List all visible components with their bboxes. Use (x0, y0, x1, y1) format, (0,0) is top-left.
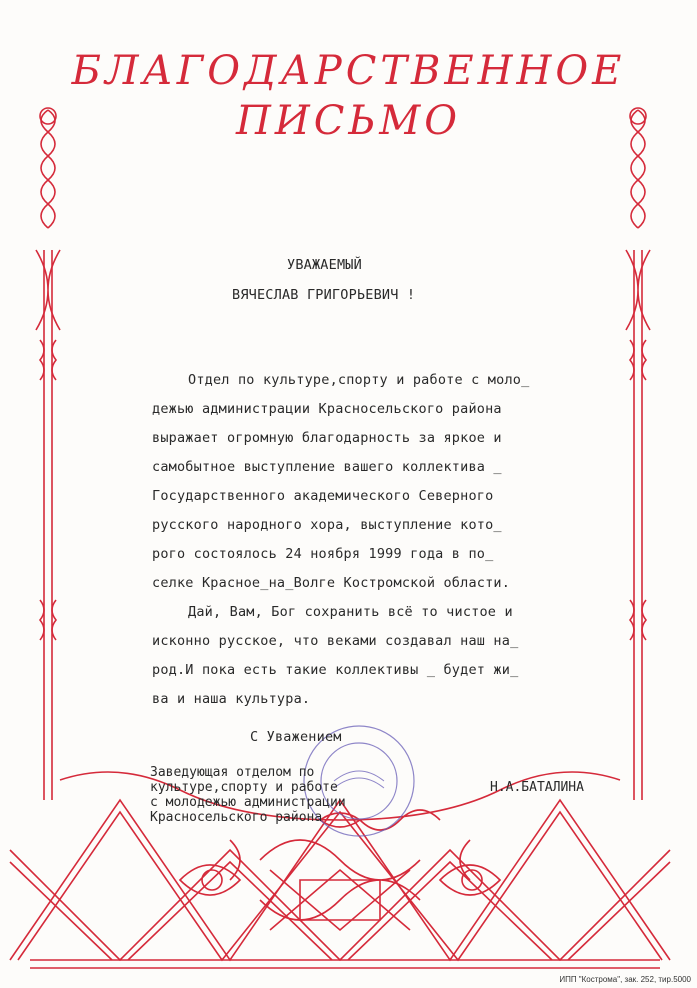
print-imprint: ИПП "Кострома", зак. 252, тир.5000 (559, 975, 691, 984)
body-line: исконно русское, что веками создавал наш на_ (152, 633, 519, 649)
body-line: русского народного хора, выступление кото_ (152, 517, 502, 533)
right-column-ornament (626, 108, 650, 800)
signer-title-line: Заведующая отделом по (150, 765, 315, 780)
signer-title-line: с молодежью администрации (150, 795, 346, 810)
body-line: самобытное выступление вашего коллектива _ (152, 459, 502, 475)
signer-title-line: Красносельского района (150, 810, 323, 825)
body-line: дежью администрации Красносельского района (152, 401, 502, 417)
body-line: Дай, Вам, Бог сохранить всё то чистое и (188, 604, 513, 620)
closing-salutation: С Уважением (250, 729, 342, 745)
body-line: селке Красное_на_Волге Костромской области. (152, 575, 511, 591)
greeting-line1: УВАЖАЕМЫЙ (287, 257, 362, 273)
document-title-line2: ПИСЬМО (235, 98, 462, 144)
signer-name: Н.А.БАТАЛИНА (490, 780, 584, 795)
body-line: Отдел по культуре,спорту и работе с моло_ (188, 372, 530, 388)
body-line: ва и наша культура. (152, 691, 311, 707)
body-line: Государственного академического Северного (152, 488, 494, 504)
body-line: рого состоялось 24 ноября 1999 года в по_ (152, 546, 494, 562)
document-title-line1: БЛАГОДАРСТВЕННОЕ (71, 48, 626, 94)
signer-title-line: культуре,спорту и работе (150, 780, 338, 795)
body-line: выражает огромную благодарность за яркое и (152, 430, 502, 446)
greeting-line2: ВЯЧЕСЛАВ ГРИГОРЬЕВИЧ ! (232, 287, 416, 303)
left-column-ornament (36, 108, 60, 800)
body-line: род.И пока есть такие коллективы _ будет жи_ (152, 662, 519, 678)
